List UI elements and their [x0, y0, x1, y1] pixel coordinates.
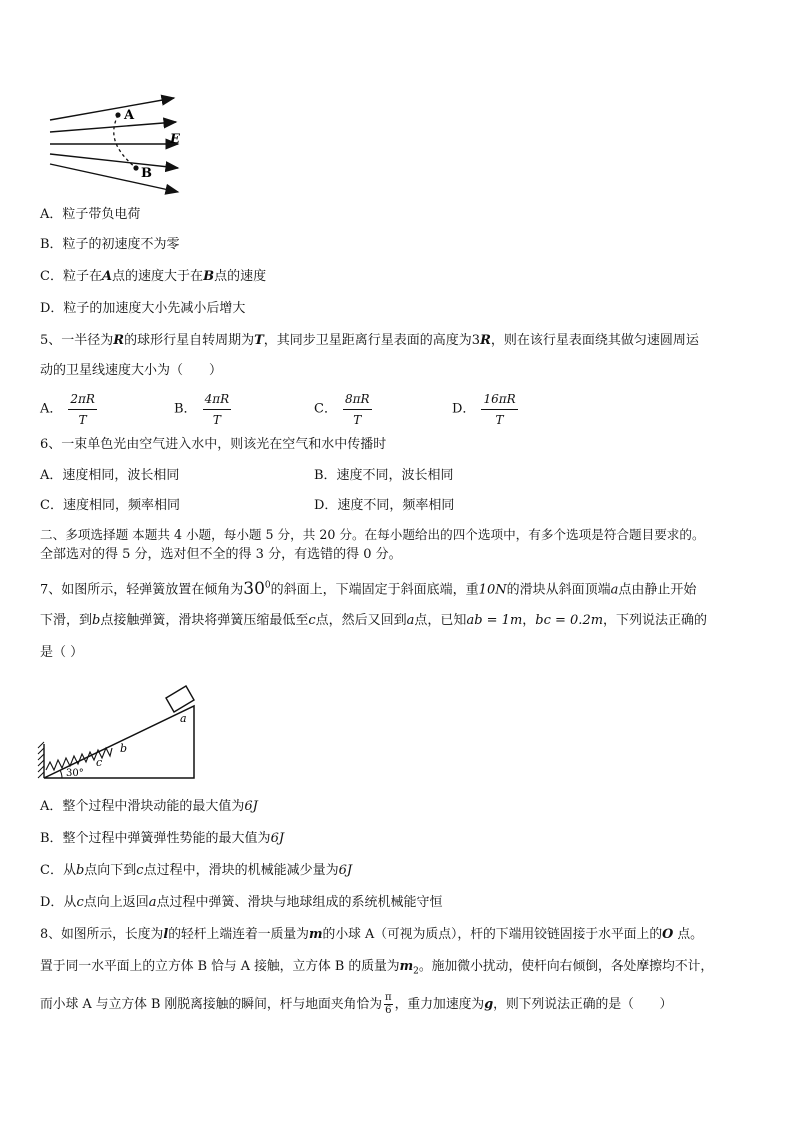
fraction: $\frac{2\pi R}{T}$	[70, 392, 95, 427]
q7-bc: bc = 0.2m	[535, 613, 604, 628]
label-e: E	[170, 132, 180, 147]
q7-text: ，下列说法正确的	[603, 613, 708, 628]
q7-var-a2: a	[406, 613, 415, 628]
field-line	[50, 122, 176, 132]
point-a-dot	[115, 112, 120, 117]
q7-text: 下滑，到	[40, 613, 93, 628]
q7-angle: $30^0$	[243, 578, 271, 599]
q8-stem-line2: 置于同一水平面上的立方体 B 恰与 A 接触，立方体 B 的质量为$m_2$。施加微小扰动，使杆向右倾倒，各处摩擦均不计，	[40, 959, 714, 977]
option-label: A．	[40, 401, 63, 417]
q8-stem-line3: 而小球 A 与立方体 B 刚脱离接触的瞬间，杆与地面夹角恰为 $\frac{\pi}{6}$ ，重力加速度为g，则下列说法正确的是（ ）	[40, 992, 673, 1016]
q5-options	[40, 390, 760, 430]
q7-text: 的斜面上，下端固定于斜面底端，重	[270, 582, 479, 598]
q7-var-c: c	[308, 613, 316, 628]
wall-hatch	[38, 760, 44, 766]
q7-stem-line2	[40, 612, 707, 630]
q5-option-b[interactable]	[174, 390, 231, 429]
q6-stem: 6、一束单色光由空气进入水中，则该光在空气和水中传播时	[40, 437, 387, 452]
q5-var-r: R	[113, 333, 125, 348]
option-label: D．	[452, 401, 476, 417]
angle-label: 30°	[66, 768, 84, 779]
q5-var-t: T	[254, 333, 264, 348]
pi-over-6-fraction: $\frac{\pi}{6}$	[385, 992, 392, 1016]
label-a: A	[124, 108, 135, 123]
q7-stem-line3: 是（ ）	[40, 645, 84, 660]
q7-ab: ab = 1m	[466, 613, 523, 628]
label-b: B	[141, 166, 152, 181]
electric-field-figure	[44, 92, 194, 198]
q4c-var-b: B	[203, 269, 215, 284]
wall-hatch	[38, 748, 44, 754]
q7-text: 7、如图所示，轻弹簧放置在倾角为	[40, 582, 244, 598]
q4c-mid: 点的速度大于在	[112, 269, 204, 284]
fraction: $\frac{8\pi R}{T}$	[344, 392, 370, 427]
q7-var-b: b	[92, 613, 101, 628]
q4-option-c[interactable]	[40, 268, 266, 286]
q7-text: 点，然后又回到	[315, 613, 407, 628]
point-b-label: b	[120, 742, 128, 755]
q4c-var-a: A	[101, 269, 113, 284]
point-a-label: a	[180, 712, 187, 725]
wall-hatch	[38, 772, 44, 778]
option-label: C．	[314, 401, 337, 417]
incline-spring-figure	[36, 682, 204, 782]
q6-option-c[interactable]: C．速度相同，频率相同	[40, 498, 180, 513]
q4-option-d[interactable]: D．粒子的加速度大小先减小后增大	[40, 301, 246, 316]
q7-option-a[interactable]: A．整个过程中滑块动能的最大值为6J	[40, 799, 258, 814]
q7-option-d[interactable]: D．从c点向上返回a点过程中弹簧、滑块与地球组成的系统机械能守恒	[40, 895, 443, 910]
q7-stem-line1	[40, 576, 696, 600]
wall-hatch	[38, 754, 44, 760]
q7-option-c[interactable]: C．从b点向下到c点过程中，滑块的机械能减少量为6J	[40, 863, 353, 878]
q5-stem-line2: 动的卫星线速度大小为（ ）	[40, 363, 223, 378]
q4-option-b[interactable]: B．粒子的初速度不为零	[40, 237, 180, 252]
q7-text: 点由静止开始	[618, 582, 697, 598]
q6-option-d[interactable]: D．速度不同，频率相同	[314, 498, 455, 513]
q5-var-r2: R	[480, 333, 491, 348]
q5-text: ，其同步卫星距离行星表面的高度为3	[263, 333, 481, 348]
q5-option-c[interactable]	[314, 390, 372, 429]
q7-weight: 10N	[478, 582, 507, 598]
q5-text: ，则在该行星表面绕其做匀速圆周运	[490, 333, 699, 348]
point-b-dot	[133, 165, 138, 170]
q5-text: 5、一半径为	[40, 333, 114, 348]
field-line	[50, 98, 174, 120]
q7-text: 点，已知	[414, 613, 467, 628]
wall-hatch	[38, 742, 44, 748]
q5-option-d[interactable]	[452, 390, 518, 429]
fraction: $\frac{16\pi R}{T}$	[483, 392, 516, 427]
q5-stem-line1	[40, 332, 699, 350]
q7-text: 点接触弹簧，滑块将弹簧压缩最低至	[100, 613, 309, 628]
field-line	[50, 164, 178, 192]
section2-instructions-1: 二、多项选择题 本题共 4 小题，每小题 5 分，共 20 分。在每小题给出的四个选项中，有多个选项是符合题目要求的。	[40, 527, 705, 542]
q7-option-b[interactable]: B．整个过程中弹簧弹性势能的最大值为6J	[40, 831, 285, 846]
q4c-pre: C．粒子在	[40, 269, 102, 284]
fraction: $\frac{4\pi R}{T}$	[204, 392, 230, 427]
q4-option-a[interactable]: A．粒子带负电荷	[40, 207, 141, 222]
field-line	[50, 154, 178, 168]
angle-arc	[60, 770, 62, 778]
q7-var-a: a	[610, 582, 619, 598]
q6-option-b[interactable]: B．速度不同，波长相同	[314, 468, 454, 483]
point-c-label: c	[96, 756, 103, 769]
option-label: B．	[174, 401, 197, 417]
q8-stem-line1: 8、如图所示，长度为l的轻杆上端连着一质量为m的小球 A（可视为质点），杆的下端用铰链固接于水平面上的O 点。	[40, 927, 703, 942]
q4c-post: 点的速度	[214, 269, 267, 284]
q6-option-a[interactable]: A．速度相同，波长相同	[40, 468, 180, 483]
section2-instructions-2: 全部选对的得 5 分，选对但不全的得 3 分，有选错的得 0 分。	[40, 547, 402, 562]
q5-text: 的球形行星自转周期为	[124, 333, 255, 348]
q7-text: ，	[522, 613, 536, 628]
q7-text: 的滑块从斜面顶端	[506, 582, 611, 598]
wall-hatch	[38, 766, 44, 772]
q5-option-a[interactable]	[40, 390, 97, 429]
